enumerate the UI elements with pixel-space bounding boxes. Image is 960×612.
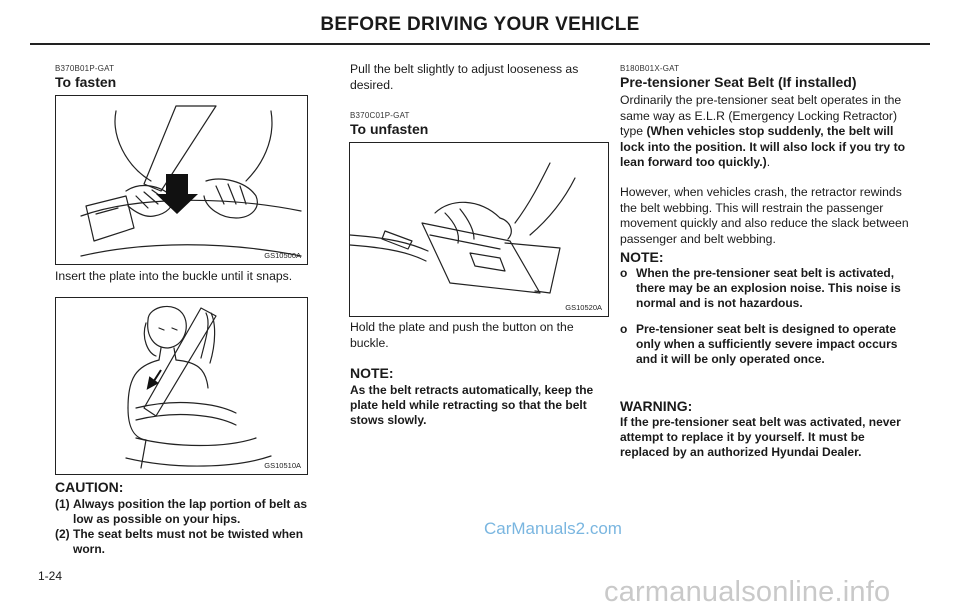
note-item-2 <box>620 322 910 367</box>
page-title: BEFORE DRIVING YOUR VEHICLE <box>320 14 640 35</box>
heading-warning: WARNING: <box>620 398 693 414</box>
caution-marker-1: (1) <box>55 497 70 511</box>
figure-unfasten-belt <box>349 142 609 317</box>
caption-insert-plate: Insert the plate into the buckle until it snaps. <box>55 269 293 283</box>
lap-position-illustration <box>56 298 307 474</box>
heading-to-fasten: To fasten <box>55 74 117 90</box>
figure-label-gs10500a: GS10500A <box>264 251 301 260</box>
figure-label-gs10520a: GS10520A <box>565 303 602 312</box>
note-item-1 <box>620 266 910 311</box>
section-code-fasten: B370B01P-GAT <box>55 64 115 73</box>
figure-fasten-belt <box>55 95 308 265</box>
heading-caution: CAUTION: <box>55 479 124 495</box>
caution-marker-2: (2) <box>55 527 70 541</box>
heading-pretensioner: Pre-tensioner Seat Belt (If installed) <box>620 74 857 90</box>
caution-item-2 <box>55 527 317 557</box>
page-number: 1-24 <box>38 569 63 583</box>
figure-lap-position <box>55 297 308 475</box>
intro-adjust-looseness: Pull the belt slightly to adjust looseness as desired. <box>350 62 579 92</box>
para1-normal-text: Ordinarily the pre-tensioner seat belt operates in the same way as E.L.R (Emergency Locking Retractor) type <box>620 93 902 138</box>
figure-label-gs10510a: GS10510A <box>264 461 301 470</box>
para1-bold-text: (When vehicles stop suddenly, the belt will lock into the position. It will also lock if you try to lean forward too quickly.) <box>620 124 906 169</box>
unfasten-illustration <box>350 143 608 316</box>
caption-hold-plate: Hold the plate and push the button on the buckle. <box>350 320 574 350</box>
caution-text-1: Always position the lap portion of belt as low as possible on your hips. <box>73 497 308 526</box>
fasten-illustration <box>56 96 307 264</box>
caution-text-2: The seat belts must not be twisted when worn. <box>73 527 304 556</box>
heading-note-right: NOTE: <box>620 249 664 265</box>
para1-end-text: . <box>766 155 771 169</box>
pretensioner-paragraph-2: However, when vehicles crash, the retractor rewinds the belt webbing. This will restrain the passenger movement quickly and also reduce the slack between passenger and belt webbing. <box>620 185 909 246</box>
note-item-text-1: When the pre-tensioner seat belt is activated, there may be an explosion noise. This noise is normal and is not hazardous. <box>636 266 901 310</box>
heading-to-unfasten: To unfasten <box>350 121 429 137</box>
section-code-unfasten: B370C01P-GAT <box>350 111 410 120</box>
note-text-middle: As the belt retracts automatically, keep the plate held while retracting so that the belt stows slowly. <box>350 383 594 427</box>
watermark-carmanualsonline: carmanualsonline.info <box>604 576 891 608</box>
heading-note-middle: NOTE: <box>350 365 394 381</box>
section-code-pretensioner: B180B01X-GAT <box>620 64 680 73</box>
pretensioner-paragraph-1 <box>620 93 910 171</box>
watermark-carmanuals2: CarManuals2.com <box>484 519 622 538</box>
note-item-text-2: Pre-tensioner seat belt is designed to operate only when a sufficiently severe impact occurs and it will be only operated once. <box>636 322 898 366</box>
header-divider <box>30 43 930 45</box>
caution-item-1 <box>55 497 317 527</box>
warning-text: If the pre-tensioner seat belt was activated, never attempt to replace it by yourself. It must be replaced by an authorized Hyundai Dealer. <box>620 415 901 459</box>
note-bullet-2: o <box>620 322 628 336</box>
note-bullet-1: o <box>620 266 628 280</box>
